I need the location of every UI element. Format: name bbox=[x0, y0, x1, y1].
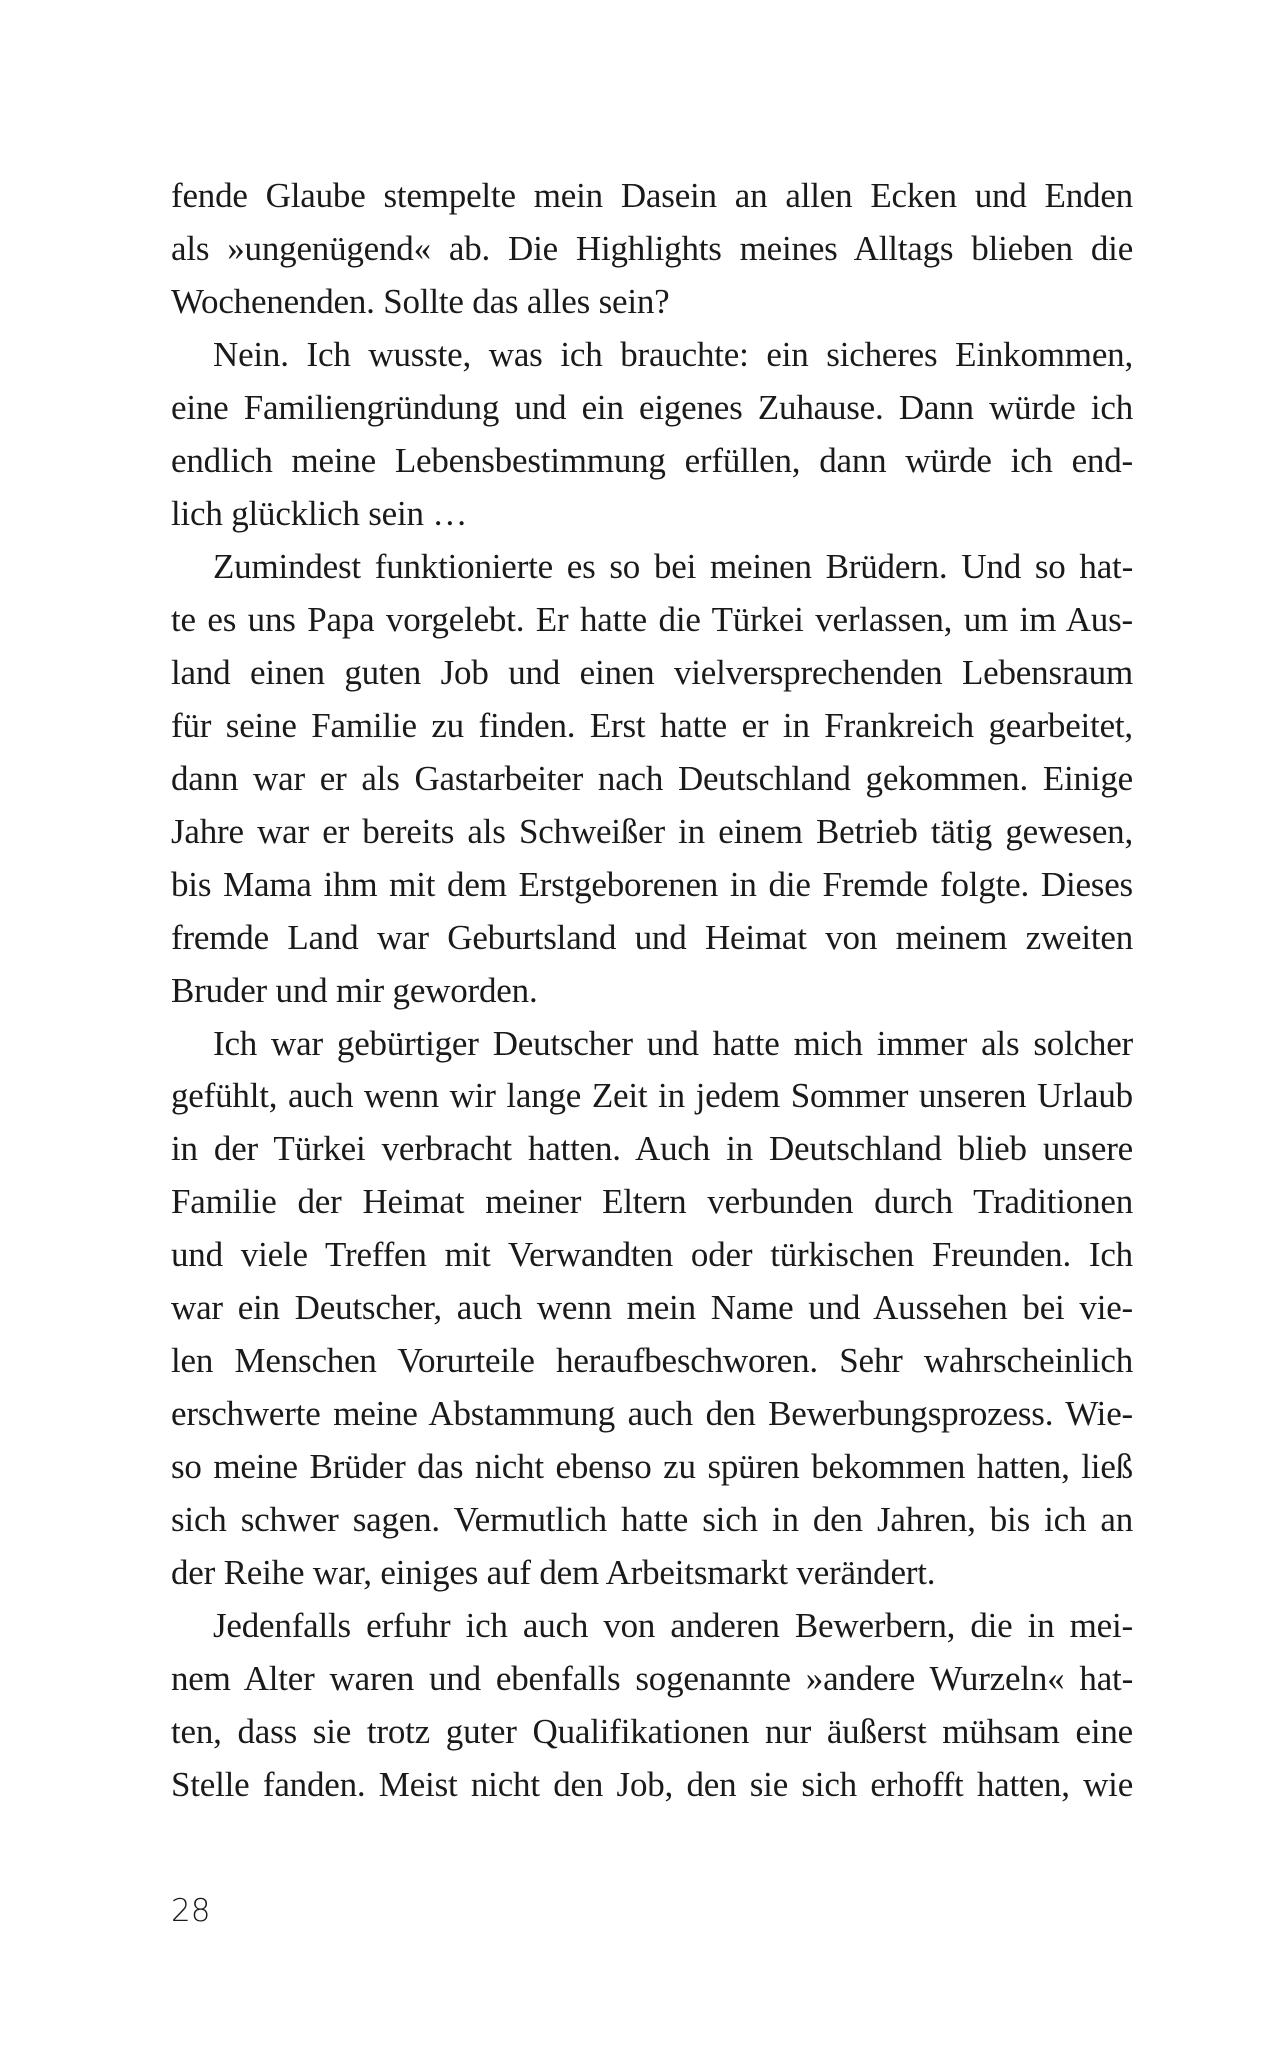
text-line: gefühlt, auch wenn wir lange Zeit in jedem Sommer unseren Urlaub bbox=[171, 1076, 1133, 1116]
text-line: so meine Brüder das nicht ebenso zu spüren bekommen hatten, ließ bbox=[171, 1447, 1133, 1487]
text-line: nem Alter waren und ebenfalls sogenannte »andere Wurzeln« hat- bbox=[171, 1659, 1134, 1699]
text-line: endlich meine Lebensbestimmung erfüllen, dann würde ich end- bbox=[171, 440, 1133, 480]
text-line: len Menschen Vorurteile heraufbeschworen. Sehr wahrscheinlich bbox=[171, 1341, 1133, 1381]
paragraph bbox=[171, 329, 1133, 541]
text-line: der Reihe war, einiges auf dem Arbeitsmarkt verändert. bbox=[171, 1553, 936, 1593]
text-line: fremde Land war Geburtsland und Heimat von meinem zweiten bbox=[171, 917, 1134, 957]
paragraph bbox=[171, 541, 1133, 1018]
text-line: erschwerte meine Abstammung auch den Bewerbungsprozess. Wie- bbox=[171, 1394, 1134, 1434]
paragraph bbox=[171, 170, 1133, 329]
text-line: dann war er als Gastarbeiter nach Deutschland gekommen. Einige bbox=[171, 758, 1133, 798]
text-line: ten, dass sie trotz guter Qualifikationen nur äußerst mühsam eine bbox=[171, 1712, 1133, 1752]
text-line: bis Mama ihm mit dem Erstgeborenen in die Fremde folgte. Dieses bbox=[171, 864, 1133, 904]
text-line: Jedenfalls erfuhr ich auch von anderen Bewerbern, die in mei- bbox=[213, 1606, 1133, 1646]
text-line: Bruder und mir geworden. bbox=[171, 970, 538, 1010]
text-line: Jahre war er bereits als Schweißer in einem Betrieb tätig gewesen, bbox=[171, 811, 1134, 851]
text-line: Nein. Ich wusste, was ich brauchte: ein sicheres Einkommen, bbox=[213, 334, 1134, 374]
text-line: eine Familiengründung und ein eigenes Zuhause. Dann würde ich bbox=[171, 387, 1134, 427]
body-text bbox=[171, 170, 1133, 1812]
text-line: Ich war gebürtiger Deutscher und hatte mich immer als solcher bbox=[213, 1023, 1134, 1063]
text-line: war ein Deutscher, auch wenn mein Name und Aussehen bei vie- bbox=[171, 1288, 1134, 1328]
text-line: sich schwer sagen. Vermutlich hatte sich in den Jahren, bis ich an bbox=[171, 1500, 1134, 1540]
paragraph bbox=[171, 1018, 1133, 1601]
text-line: land einen guten Job und einen vielversprechenden Lebensraum bbox=[171, 652, 1133, 692]
text-line: Wochenenden. Sollte das alles sein? bbox=[171, 281, 670, 321]
text-line: Stelle fanden. Meist nicht den Job, den sie sich erhofft hatten, wie bbox=[171, 1765, 1134, 1805]
text-line: und viele Treffen mit Verwandten oder türkischen Freunden. Ich bbox=[171, 1235, 1133, 1275]
text-line: te es uns Papa vorgelebt. Er hatte die Türkei verlassen, um im Aus- bbox=[171, 599, 1133, 639]
paragraph bbox=[171, 1600, 1133, 1812]
text-line: für seine Familie zu finden. Erst hatte er in Frankreich gearbeitet, bbox=[171, 705, 1133, 745]
text-line: Familie der Heimat meiner Eltern verbunden durch Traditionen bbox=[171, 1182, 1133, 1222]
text-line: Zumindest funktionierte es so bei meinen Brüdern. Und so hat- bbox=[213, 546, 1134, 586]
page-number: 28 bbox=[171, 1893, 211, 1929]
text-line: fende Glaube stempelte mein Dasein an allen Ecken und Enden bbox=[171, 176, 1133, 215]
text-line: als »ungenügend« ab. Die Highlights meines Alltags blieben die bbox=[171, 228, 1134, 268]
text-line: lich glücklich sein … bbox=[171, 493, 468, 533]
text-line: in der Türkei verbracht hatten. Auch in Deutschland blieb unsere bbox=[171, 1129, 1133, 1169]
